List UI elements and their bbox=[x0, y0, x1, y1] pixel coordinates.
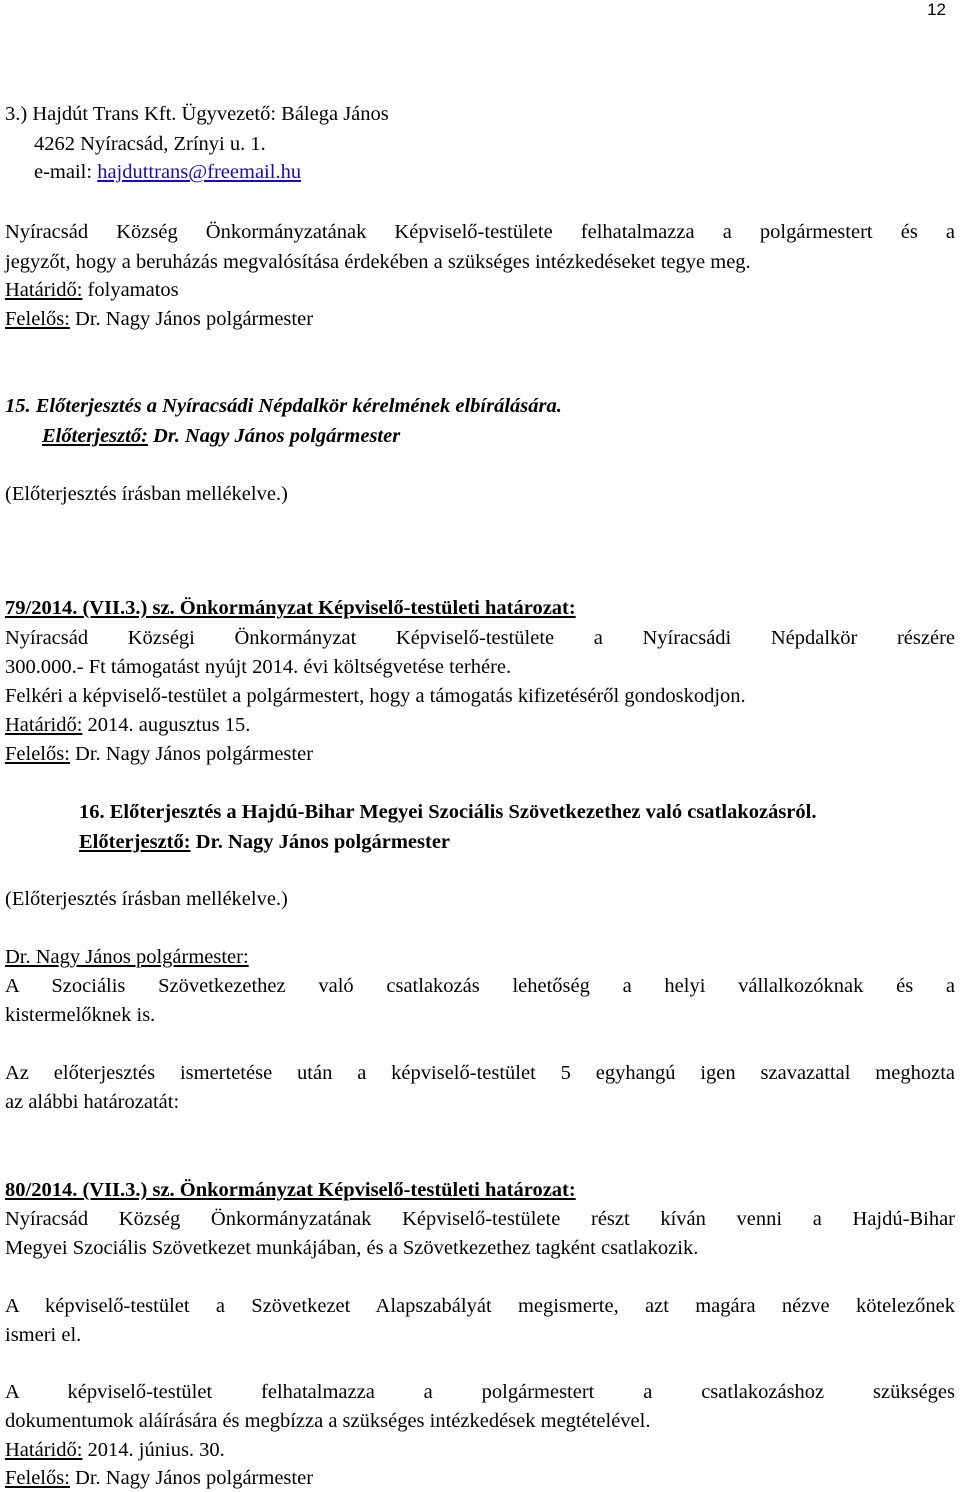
contact-line-address: 4262 Nyíracsád, Zrínyi u. 1. bbox=[34, 133, 266, 155]
deadline-label: Határidő: bbox=[5, 279, 83, 301]
deadline-label: Határidő: bbox=[5, 1439, 83, 1461]
responsible-label: Felelős: bbox=[5, 308, 70, 330]
item16-title: 16. Előterjesztés a Hajdú-Bihar Megyei Szociális Szövetkezethez való csatlakozásról. bbox=[79, 801, 817, 823]
presenter-label: Előterjesztő: bbox=[42, 425, 148, 447]
para1-line1: Nyíracsád Község Önkormányzatának Képviselő-testülete felhatalmazza a polgármestert és a bbox=[5, 221, 955, 243]
presenter-value: Dr. Nagy János polgármester bbox=[190, 831, 451, 853]
contact-line-email bbox=[34, 158, 955, 186]
res79-deadline bbox=[5, 711, 955, 739]
res79-number: 79/2014. (VII.3.) sz. Önkormányzat Képviselő-testületi határozat: bbox=[5, 597, 576, 619]
responsible-label: Felelős: bbox=[5, 743, 70, 765]
para1-deadline bbox=[5, 276, 955, 304]
item16-speech-line1: A Szociális Szövetkezethez való csatlakozás lehetőség a helyi vállalkozóknak és a bbox=[5, 975, 955, 997]
res80-p3-line1: A képviselő-testület felhatalmazza a polgármestert a csatlakozáshoz szükséges bbox=[5, 1381, 955, 1403]
item16-vote-line2: az alábbi határozatát: bbox=[5, 1091, 180, 1113]
res80-deadline bbox=[5, 1436, 955, 1464]
res79-line2: 300.000.- Ft támogatást nyújt 2014. évi költségvetése terhére. bbox=[5, 656, 512, 678]
res80-p1-line2: Megyei Szociális Szövetkezet munkájában, és a Szövetkezethez tagként csatlakozik. bbox=[5, 1237, 699, 1259]
item15-attached: (Előterjesztés írásban mellékelve.) bbox=[5, 483, 288, 505]
deadline-label: Határidő: bbox=[5, 714, 83, 736]
item16-presenter bbox=[79, 828, 955, 856]
res80-number: 80/2014. (VII.3.) sz. Önkormányzat Képviselő-testületi határozat: bbox=[5, 1179, 576, 1201]
para1-responsible bbox=[5, 305, 955, 333]
res80-p2-line1: A képviselő-testület a Szövetkezet Alapszabályát megismerte, azt magára nézve kötelezőnek bbox=[5, 1295, 955, 1317]
responsible-value: Dr. Nagy János polgármester bbox=[69, 308, 314, 330]
deadline-value: 2014. augusztus 15. bbox=[82, 714, 251, 736]
email-label: e-mail: bbox=[34, 161, 98, 183]
item15-presenter bbox=[42, 422, 955, 450]
contact-line-company: 3.) Hajdút Trans Kft. Ügyvezető: Bálega János bbox=[5, 103, 389, 125]
responsible-value: Dr. Nagy János polgármester bbox=[69, 1467, 314, 1489]
presenter-value: Dr. Nagy János polgármester bbox=[147, 425, 401, 447]
res79-responsible bbox=[5, 740, 955, 768]
item16-speech-line2: kistermelőknek is. bbox=[5, 1004, 156, 1026]
item15-title: 15. Előterjesztés a Nyíracsádi Népdalkör kérelmének elbírálására. bbox=[5, 395, 562, 417]
res79-line3: Felkéri a képviselő-testület a polgármestert, hogy a támogatás kifizetéséről gondoskodjon. bbox=[5, 685, 746, 707]
page-number: 12 bbox=[927, 0, 946, 19]
res79-line1: Nyíracsád Községi Önkormányzat Képviselő-testülete a Nyíracsádi Népdalkör részére bbox=[5, 627, 955, 649]
res80-p2-line2: ismeri el. bbox=[5, 1324, 82, 1346]
responsible-label: Felelős: bbox=[5, 1467, 70, 1489]
res80-responsible bbox=[5, 1464, 955, 1492]
email-link[interactable]: hajduttrans@freemail.hu bbox=[97, 161, 302, 183]
item16-attached: (Előterjesztés írásban mellékelve.) bbox=[5, 888, 288, 910]
res80-p3-line2: dokumentumok aláírására és megbízza a szükséges intézkedések megtételével. bbox=[5, 1410, 651, 1432]
deadline-value: folyamatos bbox=[82, 279, 179, 301]
para1-line2: jegyzőt, hogy a beruházás megvalósítása érdekében a szükséges intézkedéseket tegye meg. bbox=[5, 251, 751, 273]
item16-vote-line1: Az előterjesztés ismertetése után a képviselő-testület 5 egyhangú igen szavazattal meghozta bbox=[5, 1062, 955, 1084]
item16-speaker: Dr. Nagy János polgármester: bbox=[5, 946, 249, 968]
res80-p1-line1: Nyíracsád Község Önkormányzatának Képviselő-testülete részt kíván venni a Hajdú-Bihar bbox=[5, 1208, 955, 1230]
presenter-label: Előterjesztő: bbox=[79, 831, 191, 853]
responsible-value: Dr. Nagy János polgármester bbox=[69, 743, 314, 765]
deadline-value: 2014. június. 30. bbox=[82, 1439, 225, 1461]
